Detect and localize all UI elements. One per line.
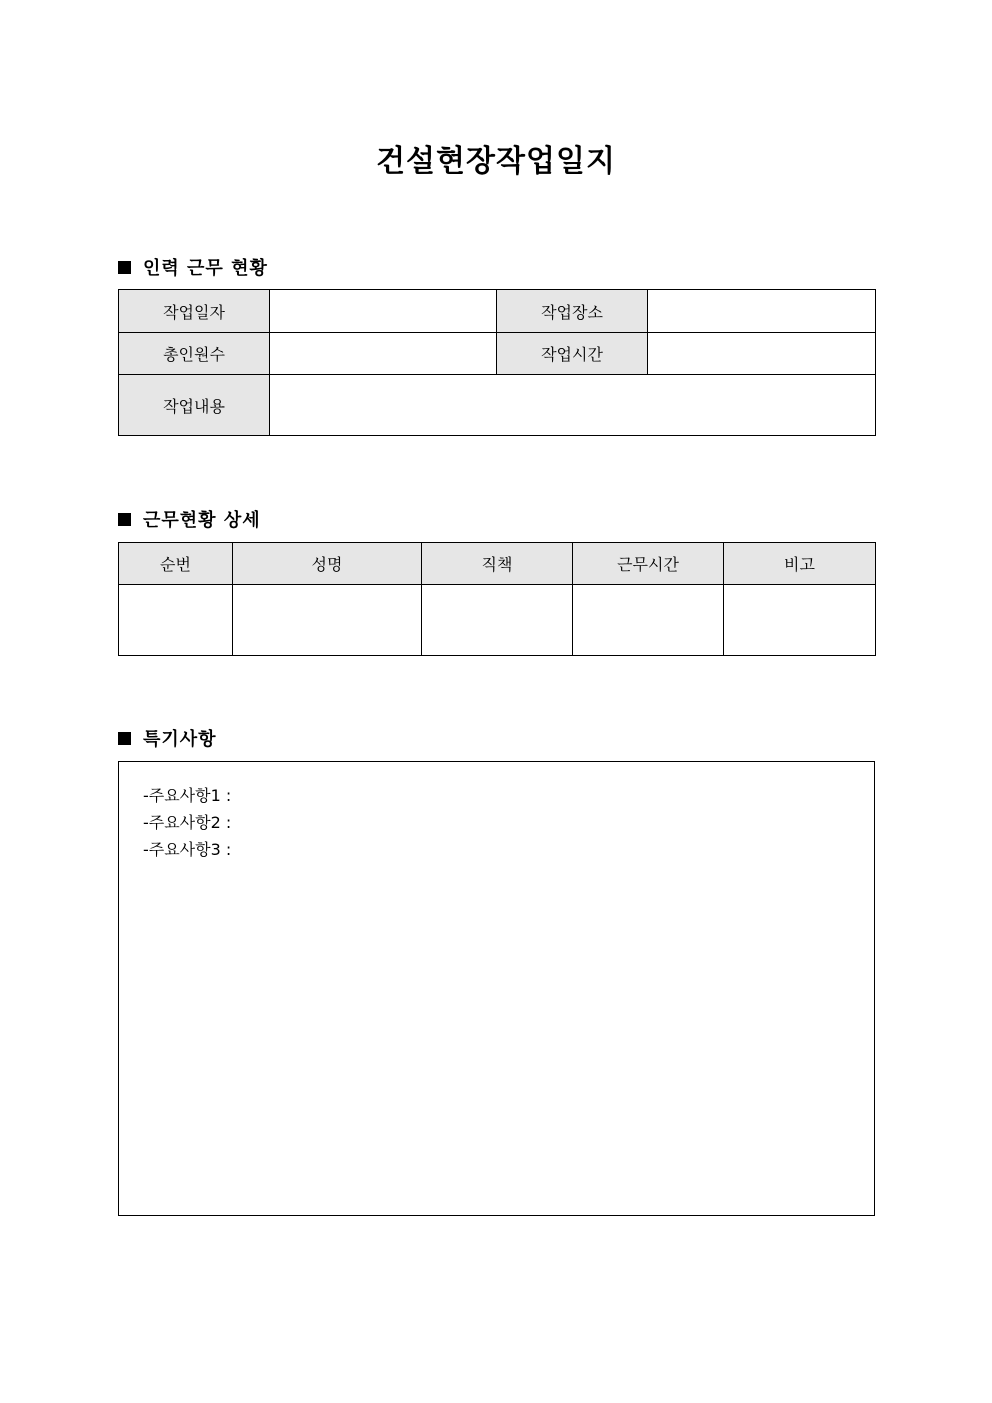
work-time-field[interactable] — [648, 333, 876, 375]
work-content-field[interactable] — [270, 375, 876, 436]
section-heading-detail — [118, 506, 261, 532]
total-workers-label: 총인원수 — [119, 333, 270, 375]
table-header-row — [119, 543, 876, 585]
column-header-name: 성명 — [233, 543, 422, 585]
work-place-field[interactable] — [648, 290, 876, 333]
section-heading-label: 특기사항 — [143, 729, 217, 750]
note-item: -주요사항3 : — [143, 840, 232, 859]
cell-position[interactable] — [422, 585, 573, 656]
cell-number[interactable] — [119, 585, 233, 656]
document-title: 건설현장작업일지 — [376, 144, 616, 179]
note-item: -주요사항1 : — [143, 786, 232, 805]
column-header-work-hours: 근무시간 — [573, 543, 724, 585]
column-header-position: 직책 — [422, 543, 573, 585]
section-heading-workforce — [118, 254, 268, 280]
square-bullet-icon — [118, 513, 131, 526]
work-time-label: 작업시간 — [497, 333, 648, 375]
workforce-table — [118, 289, 876, 436]
table-row — [119, 290, 876, 333]
square-bullet-icon — [118, 732, 131, 745]
section-heading-label: 인력 근무 현황 — [143, 258, 268, 279]
note-item: -주요사항2 : — [143, 813, 232, 832]
column-header-remarks: 비고 — [724, 543, 876, 585]
square-bullet-icon — [118, 261, 131, 274]
table-row — [119, 375, 876, 436]
cell-work-hours[interactable] — [573, 585, 724, 656]
detail-table — [118, 542, 876, 656]
section-heading-label: 근무현황 상세 — [143, 510, 261, 531]
section-heading-notes — [118, 725, 217, 751]
cell-remarks[interactable] — [724, 585, 876, 656]
table-row — [119, 585, 876, 656]
cell-name[interactable] — [233, 585, 422, 656]
column-header-number: 순번 — [119, 543, 233, 585]
work-place-label: 작업장소 — [497, 290, 648, 333]
notes-box[interactable] — [118, 761, 875, 1216]
table-row — [119, 333, 876, 375]
work-date-label: 작업일자 — [119, 290, 270, 333]
total-workers-field[interactable] — [270, 333, 497, 375]
work-date-field[interactable] — [270, 290, 497, 333]
work-content-label: 작업내용 — [119, 375, 270, 436]
